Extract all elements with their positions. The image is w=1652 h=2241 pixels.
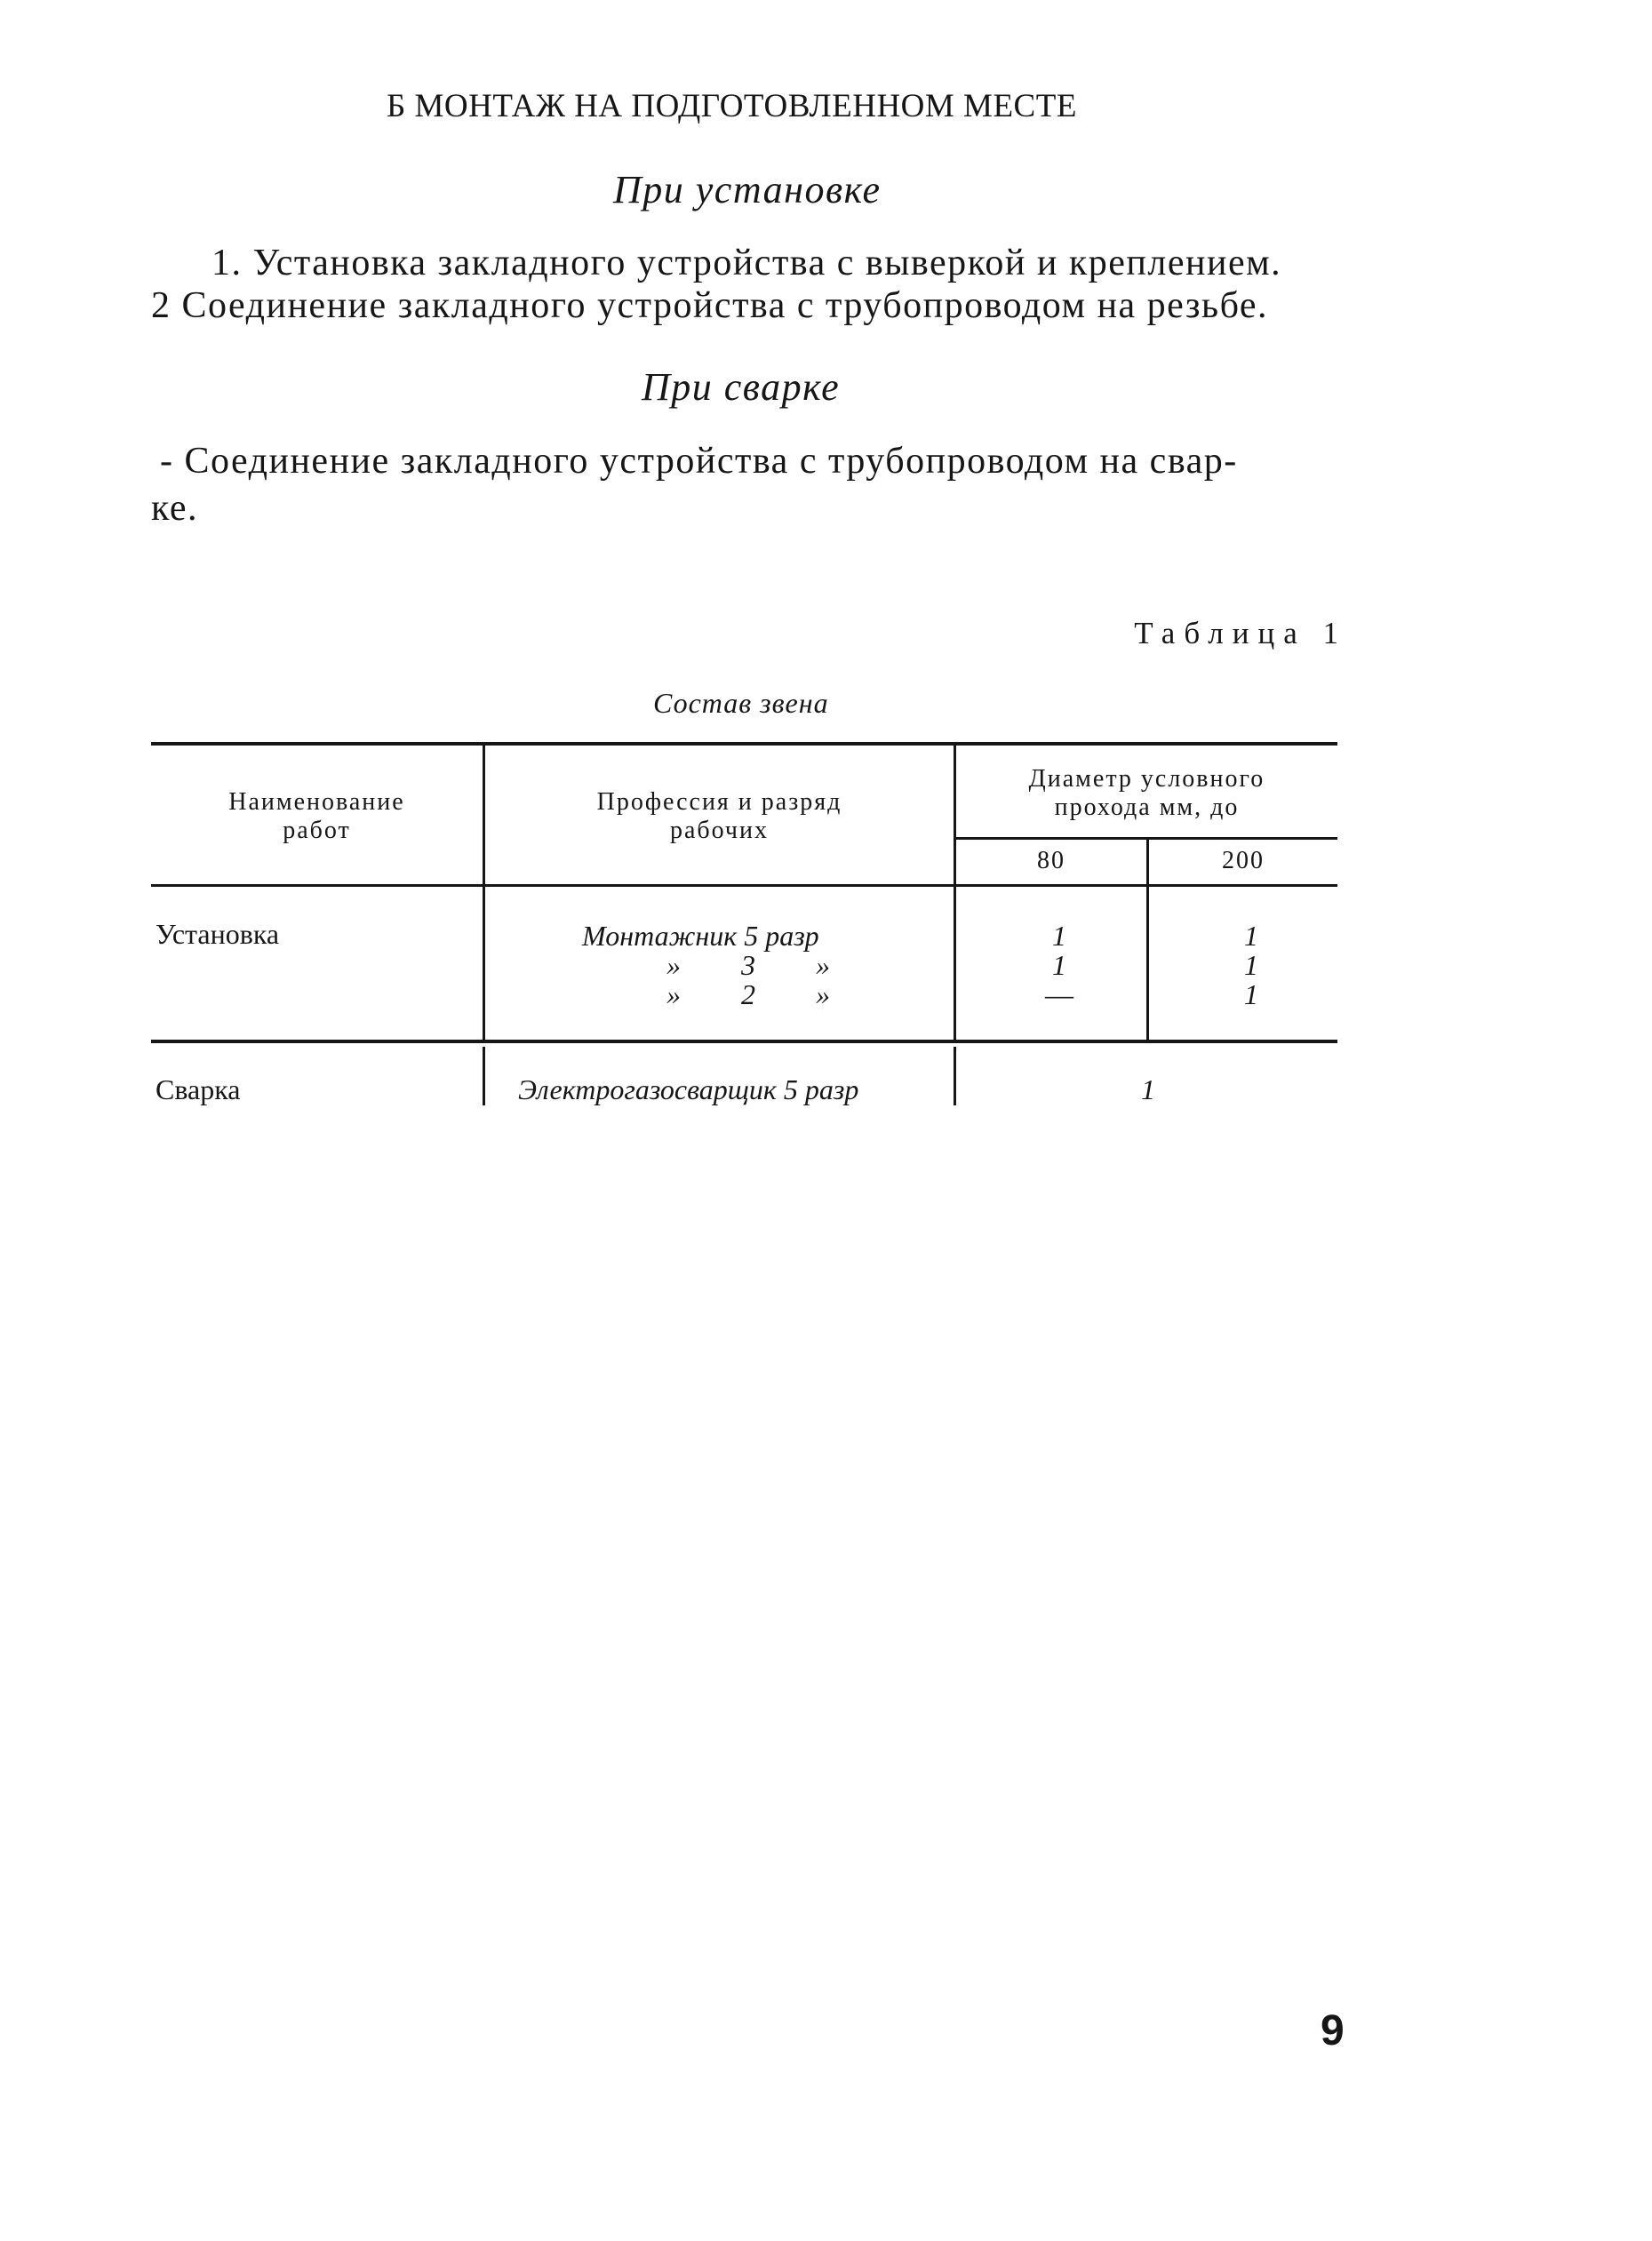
header-diameter-line-1: Диаметр условного — [1028, 765, 1265, 793]
install-item-2: 2 Соединение закладного устройства с трубопроводом на резьбе. — [151, 285, 1269, 326]
table-label: Таблица 1 — [1134, 616, 1347, 650]
header-profession-line-1: Профессия и разряд — [596, 788, 842, 816]
row-work-install: Установка — [156, 918, 280, 950]
profession-weld-1: Электрогазосварщик 5 разр — [518, 1073, 859, 1105]
d80-install-1: 1 — [1052, 920, 1066, 952]
page-number: 9 — [1321, 2007, 1345, 2054]
profession-install-3: » 2 » — [666, 978, 830, 1010]
d200-install-2: 1 — [1244, 949, 1258, 981]
header-bottom-rule — [151, 884, 1337, 887]
header-profession-line-2: рабочих — [669, 817, 769, 844]
col-divider-1-weld — [483, 1047, 485, 1105]
header-diameter — [956, 765, 1337, 822]
weld-subheading: При сварке — [642, 365, 841, 409]
header-d80: 80 — [1037, 847, 1065, 874]
install-item-1: 1. Установка закладного устройства с выверкой и креплением. — [211, 243, 1282, 283]
row-work-weld: Сварка — [156, 1073, 241, 1105]
col-divider-2-weld — [954, 1047, 956, 1105]
header-work-name-line-1: Наименование — [228, 788, 405, 816]
weld-item-line-2: ке. — [151, 488, 199, 529]
d80-install-2: 1 — [1052, 949, 1066, 981]
header-work-name — [151, 788, 483, 845]
d200-install-1: 1 — [1244, 920, 1258, 952]
d80-install-3: — — [1045, 978, 1073, 1010]
table-caption: Состав звена — [653, 687, 829, 719]
header-diameter-line-2: прохода мм, до — [1054, 794, 1240, 821]
header-d200: 200 — [1222, 847, 1265, 874]
section-heading: Б МОНТАЖ НА ПОДГОТОВЛЕННОМ МЕСТЕ — [387, 88, 1077, 124]
weld-merged-value: 1 — [1141, 1073, 1155, 1105]
d200-install-3: 1 — [1244, 978, 1258, 1010]
header-profession — [485, 788, 954, 845]
profession-install-2: » 3 » — [666, 949, 830, 981]
install-subheading: При установке — [613, 168, 882, 211]
profession-install-1: Монтажник 5 разр — [582, 920, 819, 952]
table-top-rule — [151, 742, 1337, 746]
weld-item-line-1: - Соединение закладного устройства с трубопроводом на свар- — [160, 441, 1238, 482]
section-rule — [151, 1040, 1337, 1043]
header-work-name-line-2: работ — [283, 817, 351, 844]
